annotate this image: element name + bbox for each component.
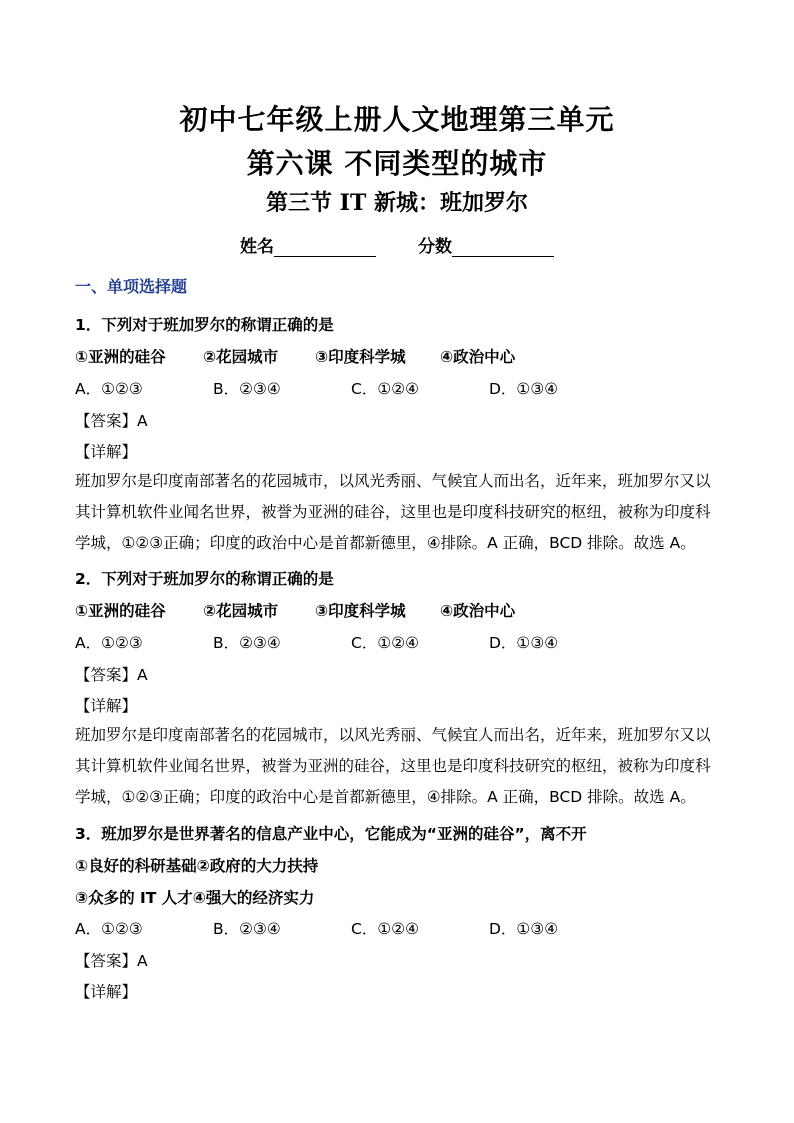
q1-option: B．②③④ [213,380,281,398]
q1-option: D．①③④ [489,380,559,398]
q2-item: ③印度科学城 [315,602,406,620]
q3-option: B．②③④ [213,920,281,938]
q1-item: ④政治中心 [440,348,516,366]
q3-option: A．①②③ [75,920,143,938]
title-section: 第三节 IT 新城：班加罗尔 [266,190,528,216]
q1-options [75,377,725,399]
q1-stem: 1．下列对于班加罗尔的称谓正确的是 [75,316,334,334]
q2-items [75,599,725,621]
q3-items-line2: ③众多的 IT 人才④强大的经济实力 [75,889,315,907]
q1-item: ①亚洲的硅谷 [75,348,166,366]
q2-stem: 2．下列对于班加罗尔的称谓正确的是 [75,570,334,588]
q2-detail [75,720,727,813]
q1-option: C．①②④ [351,380,420,398]
q3-items-line1: ①良好的科研基础②政府的大力扶持 [75,857,319,875]
q2-option: B．②③④ [213,634,281,652]
q2-item: ④政治中心 [440,602,516,620]
q3-detail-label: 【详解】 [75,983,138,1001]
q2-options [75,631,725,653]
q3-option: D．①③④ [489,920,559,938]
section-heading: 一、单项选择题 [75,277,188,296]
q3-answer: 【答案】A [75,952,148,970]
name-blank [274,238,376,257]
q1-answer: 【答案】A [75,412,148,430]
score-label: 分数 [417,237,452,257]
q1-item: ②花园城市 [203,348,279,366]
q2-detail-line: 其计算机软件业闻名世界，被誉为亚洲的硅谷，这里也是印度科技研究的枢纽，被称为印度科 [75,757,711,775]
q3-stem: 3．班加罗尔是世界著名的信息产业中心，它能成为“亚洲的硅谷”，离不开 [75,825,587,843]
q3-option: C．①②④ [351,920,420,938]
q2-detail-label: 【详解】 [75,697,138,715]
q1-item: ③印度科学城 [315,348,406,366]
q1-detail-line: 学城，①②③正确；印度的政治中心是首都新德里，④排除。A 正确，BCD 排除。故选 A。 [75,534,696,552]
q2-item: ①亚洲的硅谷 [75,602,166,620]
score-blank [452,238,554,257]
q2-option: A．①②③ [75,634,143,652]
q2-answer: 【答案】A [75,666,148,684]
q2-detail-line: 班加罗尔是印度南部著名的花园城市，以风光秀丽、气候宜人而出名，近年来，班加罗尔又以 [75,726,711,744]
q1-detail-line: 其计算机软件业闻名世界，被誉为亚洲的硅谷，这里也是印度科技研究的枢纽，被称为印度科 [75,503,711,521]
title-lesson: 第六课 不同类型的城市 [246,147,548,180]
q1-detail-label: 【详解】 [75,443,138,461]
q1-detail-line: 班加罗尔是印度南部著名的花园城市，以风光秀丽、气候宜人而出名，近年来，班加罗尔又以 [75,472,711,490]
q2-detail-line: 学城，①②③正确；印度的政治中心是首都新德里，④排除。A 正确，BCD 排除。故选 A。 [75,788,696,806]
title-unit: 初中七年级上册人文地理第三单元 [179,103,615,136]
q1-detail [75,466,727,559]
q2-option: C．①②④ [351,634,420,652]
name-score-row [0,232,794,257]
q2-option: D．①③④ [489,634,559,652]
q2-item: ②花园城市 [203,602,279,620]
name-label: 姓名 [240,237,275,257]
q1-option: A．①②③ [75,380,143,398]
q1-items [75,345,725,367]
q3-options [75,917,725,939]
